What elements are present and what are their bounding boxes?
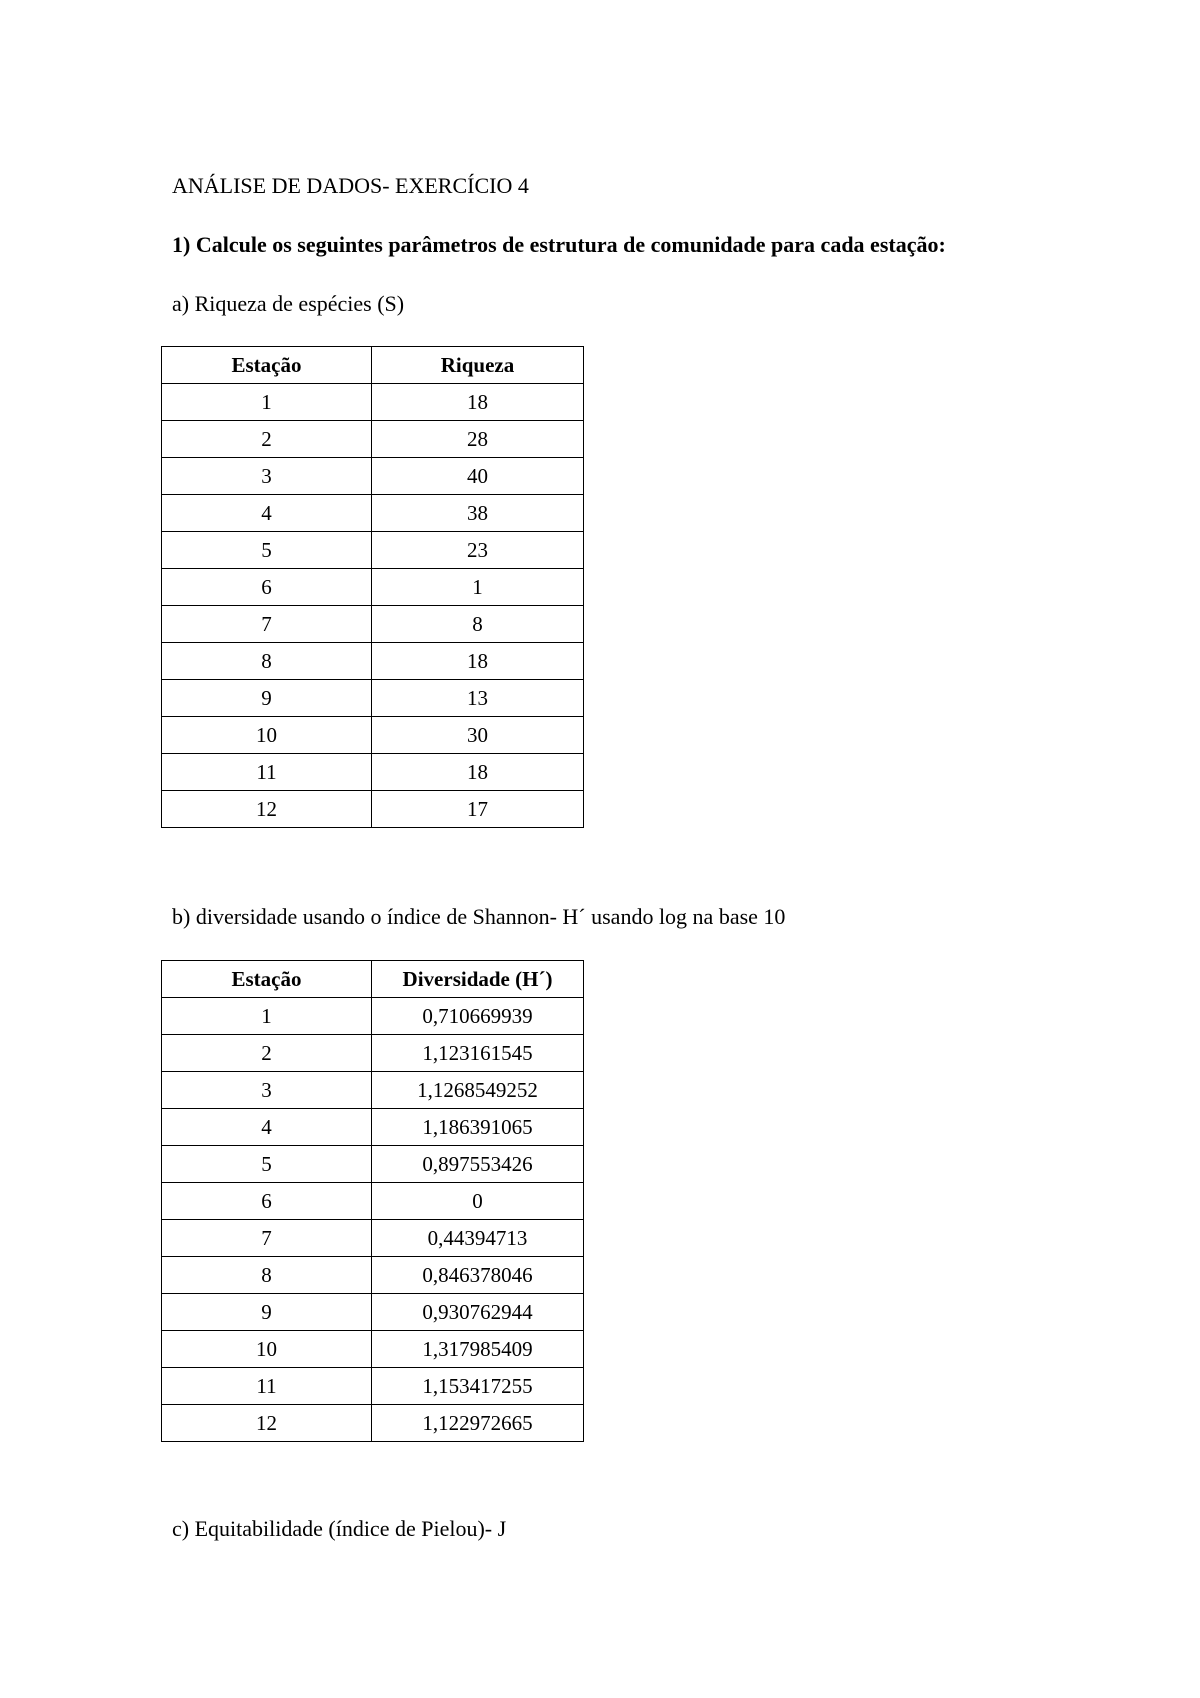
part-a-label: a) Riqueza de espécies (S) — [172, 291, 405, 316]
table-row — [162, 458, 584, 495]
value-cell: 1,1268549252 — [372, 1072, 584, 1109]
table-row — [162, 495, 584, 532]
station-cell: 6 — [162, 1183, 372, 1220]
value-cell: 1,123161545 — [372, 1035, 584, 1072]
station-cell: 2 — [162, 421, 372, 458]
table-row — [162, 717, 584, 754]
station-cell: 7 — [162, 606, 372, 643]
table-row — [162, 421, 584, 458]
table-row — [162, 1146, 584, 1183]
table-row — [162, 754, 584, 791]
table-header-row — [162, 961, 584, 998]
value-cell: 1,186391065 — [372, 1109, 584, 1146]
table-row — [162, 1294, 584, 1331]
table-header-row — [162, 347, 584, 384]
station-cell: 10 — [162, 717, 372, 754]
station-cell: 11 — [162, 1368, 372, 1405]
question-heading: 1) Calcule os seguintes parâmetros de estrutura de comunidade para cada estação: — [172, 232, 946, 257]
page-title: ANÁLISE DE DADOS- EXERCÍCIO 4 — [172, 173, 529, 198]
table-row — [162, 1035, 584, 1072]
table-row — [162, 1331, 584, 1368]
table-row — [162, 384, 584, 421]
value-cell: 0,846378046 — [372, 1257, 584, 1294]
table-row — [162, 569, 584, 606]
table-row — [162, 1183, 584, 1220]
station-cell: 3 — [162, 1072, 372, 1109]
richness-table — [161, 346, 584, 828]
station-cell: 7 — [162, 1220, 372, 1257]
header-diversity: Diversidade (H´) — [372, 961, 584, 998]
table-row — [162, 1220, 584, 1257]
station-cell: 2 — [162, 1035, 372, 1072]
value-cell: 18 — [372, 384, 584, 421]
value-cell: 1,153417255 — [372, 1368, 584, 1405]
station-cell: 8 — [162, 643, 372, 680]
table-row — [162, 532, 584, 569]
station-cell: 6 — [162, 569, 372, 606]
station-cell: 8 — [162, 1257, 372, 1294]
station-cell: 12 — [162, 1405, 372, 1442]
table-row — [162, 1405, 584, 1442]
station-cell: 5 — [162, 1146, 372, 1183]
station-cell: 5 — [162, 532, 372, 569]
table-row — [162, 680, 584, 717]
table-row — [162, 1072, 584, 1109]
value-cell: 1,317985409 — [372, 1331, 584, 1368]
station-cell: 10 — [162, 1331, 372, 1368]
station-cell: 11 — [162, 754, 372, 791]
value-cell: 1,122972665 — [372, 1405, 584, 1442]
table-row — [162, 643, 584, 680]
table-row — [162, 1257, 584, 1294]
table-row — [162, 1109, 584, 1146]
station-cell: 1 — [162, 998, 372, 1035]
value-cell: 38 — [372, 495, 584, 532]
value-cell: 0,710669939 — [372, 998, 584, 1035]
value-cell: 8 — [372, 606, 584, 643]
value-cell: 40 — [372, 458, 584, 495]
value-cell: 18 — [372, 643, 584, 680]
diversity-table — [161, 960, 584, 1442]
value-cell: 28 — [372, 421, 584, 458]
value-cell: 23 — [372, 532, 584, 569]
value-cell: 1 — [372, 569, 584, 606]
part-c-label: c) Equitabilidade (índice de Pielou)- J — [172, 1516, 507, 1541]
station-cell: 3 — [162, 458, 372, 495]
table-row — [162, 1368, 584, 1405]
header-station: Estação — [162, 347, 372, 384]
value-cell: 0 — [372, 1183, 584, 1220]
part-b-label: b) diversidade usando o índice de Shannon- H´ usando log na base 10 — [172, 904, 786, 929]
station-cell: 9 — [162, 680, 372, 717]
station-cell: 4 — [162, 1109, 372, 1146]
table-row — [162, 998, 584, 1035]
value-cell: 13 — [372, 680, 584, 717]
header-station: Estação — [162, 961, 372, 998]
station-cell: 4 — [162, 495, 372, 532]
value-cell: 30 — [372, 717, 584, 754]
station-cell: 1 — [162, 384, 372, 421]
value-cell: 0,44394713 — [372, 1220, 584, 1257]
station-cell: 12 — [162, 791, 372, 828]
header-richness: Riqueza — [372, 347, 584, 384]
value-cell: 0,897553426 — [372, 1146, 584, 1183]
table-row — [162, 791, 584, 828]
value-cell: 17 — [372, 791, 584, 828]
value-cell: 0,930762944 — [372, 1294, 584, 1331]
table-row — [162, 606, 584, 643]
station-cell: 9 — [162, 1294, 372, 1331]
value-cell: 18 — [372, 754, 584, 791]
